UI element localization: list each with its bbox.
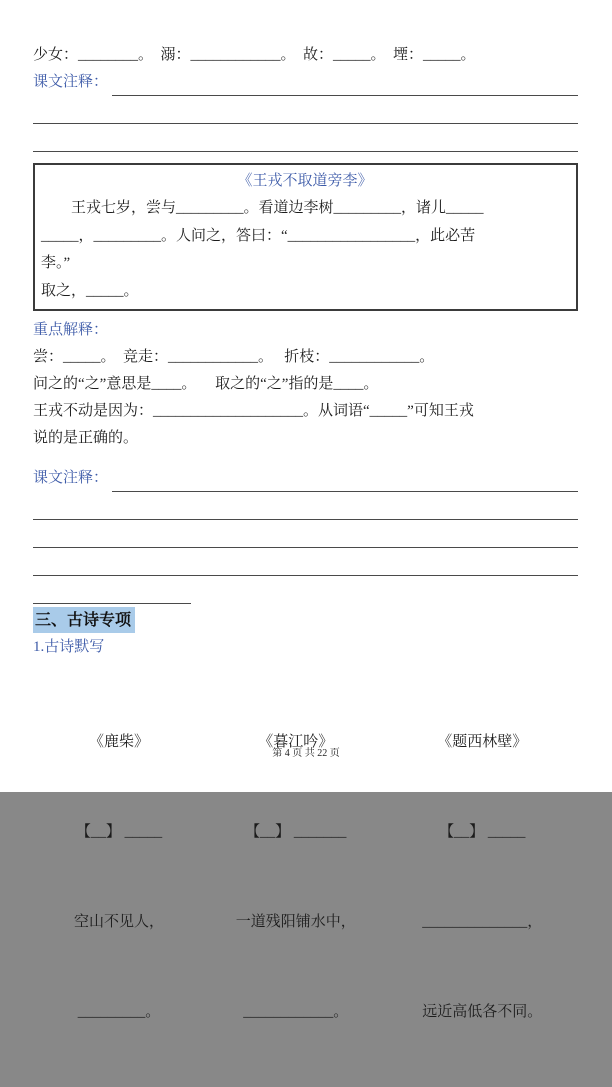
explain-line: 王戎不动是因为：____________________。从词语“_____”可知王戎: [33, 403, 474, 419]
passage-title: 《王戎不取道旁李》: [237, 173, 373, 189]
answer-line: [112, 73, 578, 96]
explain-line: 尝：_____。 竞走：____________。 折枝：____________。: [33, 349, 435, 365]
explain-line: 问之的“之”意思是____。 取之的“之”指的是____。: [33, 376, 379, 392]
poem-column: [33, 667, 205, 1087]
poem-column: [205, 667, 387, 1087]
poem-line: 一道残阳铺水中，: [235, 914, 356, 930]
passage-line: _____，_________。人问之，答曰：“_________________，此必苦: [41, 227, 476, 244]
notes-label: 课文注释：: [33, 470, 109, 486]
answer-line: [33, 96, 578, 124]
poem-line: ____________。: [243, 1004, 349, 1020]
answer-line: [33, 548, 578, 576]
poem-line: _________。: [77, 1004, 161, 1020]
passage-box: [33, 163, 578, 311]
notes-label-row: [33, 69, 578, 96]
notes-label: 课文注释：: [33, 74, 109, 90]
section-subheading: 1.古诗默写: [33, 639, 105, 655]
poem-title: 《题西林壁》: [437, 734, 528, 750]
poem-columns: [33, 667, 578, 1087]
poem-line: 【__】 _____: [75, 824, 163, 840]
poem-line: 【__】 _____: [439, 824, 526, 840]
poem-title: 《暮江吟》: [258, 734, 334, 750]
answer-line: [33, 492, 578, 520]
poem-line: 远近高低各不同。: [422, 1004, 543, 1020]
answer-line: [33, 520, 578, 548]
poem-line: ______________，: [422, 914, 543, 930]
section-heading: 三、古诗专项: [33, 607, 135, 633]
answer-line: [112, 469, 578, 492]
key-explanations-label: 重点解释：: [33, 322, 109, 338]
page-number-indicator: 第 4 页 共 22 页: [272, 748, 340, 759]
answer-line: [33, 124, 578, 152]
passage-line: 李。”: [41, 255, 71, 271]
poem-column: [387, 667, 578, 1087]
poem-line: 【__】 _______: [245, 824, 347, 840]
answer-line-short: [33, 576, 191, 604]
notes-label-row: [33, 465, 578, 492]
vocab-fill-line: 少女：________。 溺：____________。 故：_____。 堙：_____。: [33, 47, 476, 63]
poem-line: 空山不见人，: [73, 914, 164, 930]
explain-line: 说的是正确的。: [33, 430, 139, 446]
passage-line: 王戎七岁，尝与_________。看道边李树_________，诸儿_____: [71, 200, 484, 216]
poem-title: 《鹿柴》: [88, 734, 149, 750]
passage-line: 取之，_____。: [41, 282, 139, 299]
